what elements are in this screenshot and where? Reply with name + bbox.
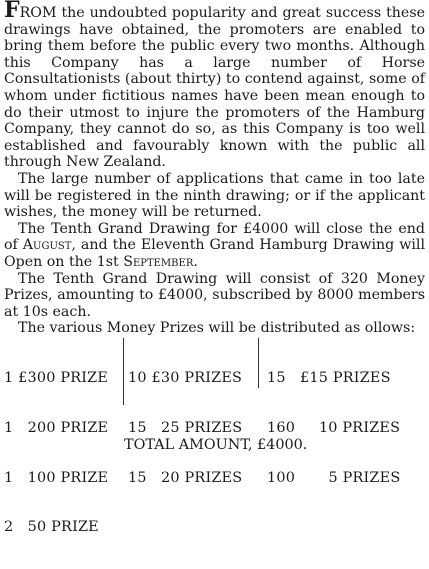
prize-line: 1 £300 PRIZE [4, 370, 109, 387]
paragraph-distributed: The various Money Prizes will be distributed as ollows: [18, 320, 416, 337]
prize-line: 160 10 PRIZES [267, 419, 401, 436]
prize-line: 1 200 PRIZE [4, 419, 109, 436]
total-amount: TOTAL AMOUNT, £4000. [124, 437, 308, 453]
drop-cap: F [4, 0, 20, 23]
prize-column-3 [267, 337, 400, 520]
paragraph-consist: The Tenth Grand Drawing will consist of 320 Money Prizes, amounting to £4000, subscribed by 8000 members at 10s each. [4, 270, 425, 320]
prize-line: 1 100 PRIZE [4, 469, 109, 486]
month-august: August [22, 237, 72, 254]
prize-line: 15 £15 PRIZES [267, 370, 391, 387]
prize-column-2 [128, 337, 242, 520]
prize-column-1 [4, 337, 108, 569]
drawing-dates-prefix: The Tenth Grand Drawing for £4000 will close the end of [4, 220, 425, 254]
column-divider [123, 338, 124, 405]
drawing-dates-suffix: . [193, 253, 198, 270]
paragraph-intro [4, 2, 425, 171]
prize-line: 15 25 PRIZES [128, 419, 243, 436]
prize-line: 10 £30 PRIZES [128, 370, 243, 387]
month-september: September [123, 253, 194, 270]
paragraph-applications: The large number of applications that came in too late will be registered in the ninth drawing; or if the applicant wishes, the money will be returned. [4, 170, 425, 221]
prize-line: 2 50 PRIZE [4, 519, 99, 536]
prize-line: 15 20 PRIZES [128, 469, 243, 486]
column-divider [258, 338, 259, 388]
prize-line: 100 5 PRIZES [267, 469, 401, 486]
paragraph-drawing-dates [4, 221, 425, 271]
drawing-dates-middle: , and the Eleventh Grand Hamburg Drawing will Open on the 1st [4, 237, 425, 270]
paragraph-intro-text: ROM the undoubted popularity and great success these drawings have obtained, the promoters are enabled to bring them before the public every two months. Although this Company has a large number of Horse Consultationists (about thirty) to contend against, some of whom under fictitious names have been mean enough to do their utmost to injure the promoters of the Hamburg Company, they cannot do so, as this Company is too well established and favourably known with the public all through New Zealand. [4, 5, 425, 171]
